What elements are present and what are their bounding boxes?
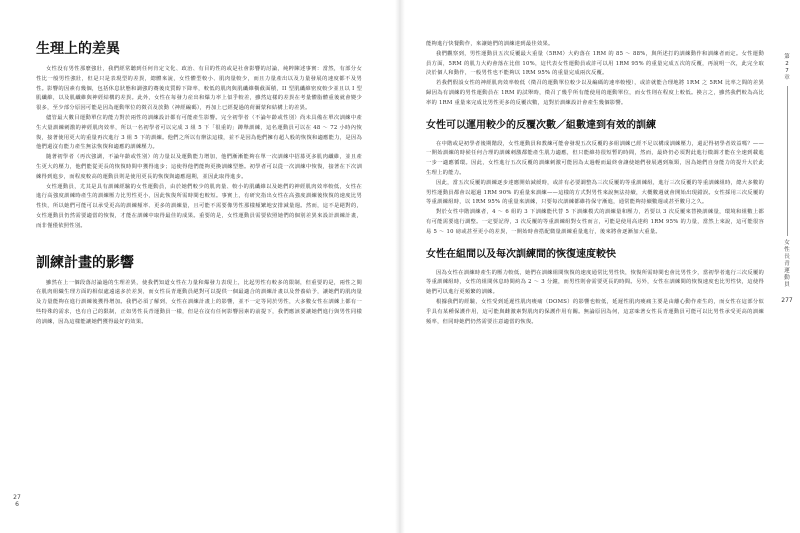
body-paragraph: 在中階或是初學者後期階段，女性運動員和教練可能會發現五次反覆的多組訓練已經不足以構成訓練壓力，還記得初學者效益嗎？——一開始訓練的時候任何合理的訓練刺激都能產生肌力適應，但只能維持很短暫的時間，然而，最終仍必須對此進行微調才能在全速到載進一步一適應循環。因此，女性進行五次反覆的訓練刺激可能因為太過輕而最終會讓使她們發展遇到瓶頸，因為她們自身能力的提升大於此生理上的能力。	[426, 140, 764, 176]
body-paragraph: 女性運動員，尤其是具有訓練經驗的女性運動員，由於她們較少的肌肉量、較小的肌纖維以及她們的神經肌肉效率較低，女性在進行高強度訓練時產生的訓練壓力比男性更小，因此恢復所需時間也較短。事實上，有研究指出女性在高強度訓練後恢復的速度比男性快，所以她們可能可以承受更高的訓練頻率、更多的訓練量，且可能不需要像男性那樣頻繁地安排減量週。然而，這不是絕對的，女性運動員仍然需要適當的恢復，才能在訓練中取得最佳的成果。重要的是，女性運動員需要依照她們的個別差異來設計訓練計畫，而非僅僅依照性別。	[36, 183, 362, 229]
body-paragraph: 儘管最大數目運動單位的能力對於兩性的訓練設計都有可能產生影響。完全初學者（不論年齡或性別）尚未具備在單次訓練中產生大量訓練刺激的神經肌肉效率，所以一名初學者可以完成 3 組 5 下「很重的」蹲舉訓練，這名運動員可以在 48 ～ 72 小時內恢復，接著使用更大的重量再次進行 3 組 5 下的訓練。他們之所以有辦法這樣，並不是因為他們擁有超人般的恢復和適應能力，是因為他們還沒有能力產生無法恢復和適應的訓練壓力。	[36, 114, 362, 151]
body-paragraph: 隨著初學者（再次強調，不論年齡或性別）的力量以及運動能力增加，他們漸漸能夠在單一次訓練中招募更多肌肉纖維，並且產生更大的壓力，他們能從更長的恢復時間中獲得進步；這使得他們能夠更換訓練型態。初學者可以從一次訓練中恢復，接著在下次訓練得到進步，而程度較高的運動員則是使用更長的恢復與適應週期，並因此取得進步。	[36, 154, 362, 180]
chapter-title: 女 性 長 青 運 動 員	[784, 240, 790, 288]
chapter-side-tab	[780, 54, 794, 304]
body-paragraph: 女性没有男性那麼強壯，我們經常聽到任何肯定文化、政治、有目的性的或是社會影響的討論，純粹陳述事實：當然，有部分女性比一般男性強壯，但是只是表現型的差異，總體來說，女性體型較小、肌肉量較少，而且力量產出以及力量發展的速度都不及男性。影響的因素有幾個，包括休息狀態和調強的賽後皮質醇下降率，較低的肌肉與肌纖維橫截面積，II 型肌纖維密度較少並且以 I 型肌纖維，以及肌纖維與神經結構的差異。此外，女性在每發力産出和爆力率上似乎較差，雖然這樣的差異在考量體脂體重後就會變少很多，至少部分原因可能是因為運動單位的徵召及放動（神經編碼），再加上已經提過的荷爾蒙和結構上的差異。	[36, 66, 362, 112]
right-page	[408, 0, 800, 533]
page-number-right: 277	[781, 297, 793, 304]
body-paragraph: 雖然在上一個段落討論過的生理差異，使我們知道女性在力量和爆發力表現上，比起男性有較多的限制，但重要的是，兩性之間在肌肉組織生理方面的相似處遠遠多於差異，而女性長青運動員絕對可以提供一個最適合的訓練計畫以及營養給予，讓她們的肌肉量及力量能夠在進行訓練後獲得增加。我們必須了解到，女性在訓練計畫上的影響，並不一定等同於男性，大多數女性在訓練上都有一些特殊的需求，也有自己的限制，正如男性長青運動員一樣，但是在沒有任何影響因素的前提下，我們應該要讓她們進行與男性同樣的訓練，因為這樣能讓她們獲得最好的效果。	[36, 279, 362, 325]
section-title-fewer-reps-sets: 女性可以運用較少的反覆次數／組數達到有效的訓練	[426, 119, 656, 131]
section-title-physiological-differences: 生理上的差異	[36, 41, 120, 57]
body-paragraph: 對於女性中階訓練者，4 ～ 6 組的 3 下訓練能代替 5 下訓練模式的訓練量和壓力，若要以 3 次反覆來替換訓練量，環境和組數上都有可能需要進行調整。一定要記得，3 次反覆的等重訓練組對女性而言，可能是使用高達約 1RM 95% 的力量，當然上來說，這可能很容易 5 ～ 10 磅或甚至更小的差異，一開始時會搭配微量訓練重量進行，後來將會逐漸加大重量。	[426, 209, 764, 235]
body-paragraph: 能夠進行快餐動作，來讓她們的訓練達到最佳效果。	[426, 41, 554, 47]
page-number-left: 276	[13, 494, 21, 508]
body-paragraph: 若我們假設女性的神經肌肉效率較低（徵召的運動單位較少以及編碼的速率較慢），或許就能合理地將 1RM 之 5RM 比率之間的差異歸因為有訓練的男性運動員在 1RM 的試舉時，徵召了幾乎所有能使用的運動單位，而女性則在程度上較低。換言之，雖然我們較為高比率的 1RM 重量來完成比男性更多的反覆次數，這對於訓練設計會產生幾個影響。	[426, 80, 764, 106]
left-page	[0, 0, 392, 533]
right-column	[426, 40, 764, 327]
book-gutter	[395, 0, 405, 533]
left-column	[36, 40, 362, 328]
chapter-label: 第 2 7 章	[784, 54, 790, 81]
chapter-side-rule	[787, 86, 788, 236]
body-paragraph: 根據我們的經驗，女性受到延遲性肌肉痠痛（DOMS）的影響也較低，延遲性肌肉痠痛主要是由離心動作產生的，而女性在這部分似乎具有某種保護作用，這可能與雌激素對肌肉的保護作用有關。無論原因為何，這意味著女性長青運動員可能可以比男性承受更高的訓練頻率，但同時她們仍然需要注意適當的恢復。	[426, 298, 764, 325]
section-title-program-impact: 訓練計畫的影響	[36, 254, 134, 271]
body-paragraph: 因為女性在訓練時產生的壓力較低，她們在訓練組間恢復的速度通常比男性快，恢復所需時間也會比男性少，當初學者進行三次反覆的等重訓練組時，女性的組間休息時間約為 2 ～ 3 分鐘，而男性則會需要更長的時間。另外，女性在訓練間的恢復速度也比男性快，這使得她們可以進行更頻繁的訓練。	[426, 269, 764, 296]
body-paragraph: 我們觀察到，男性運動員五次反覆最大重量（5RM）大約落在 1RM 的 85 ～ 88%，與所述打的訓練動作和訓練者而定。女性運動員方面，5RM 的肌力大約會落在比值 10%，這代表女性運動員或許可以用 1RM 95% 的重量完成五次的反覆，再說明一次，此完全取決於個人和動作，一般男性也不能夠以 1RM 95% 的重量完成兩次反覆。	[426, 50, 764, 77]
section-title-faster-recovery: 女性在組間以及每次訓練間的恢復速度較快	[426, 248, 616, 260]
body-paragraph: 因此，當五次反覆的訓練逐步達應開始減緩時，或許有必要調整為三次反覆的等重訓練組，進行三次反覆的等重訓練組時，總大多數的男性運動員都會以超過 1RM 90% 的重量來訓練——這樣的方式對男性來說無法持續，大概數週就會開始出現錯誤。女性採用三次反覆的等重訓練組時，以 1RM 95% 的重量來訓練，只要每次訓練都維持保守漸進，通常能夠持續數週或甚至數月之久。	[426, 179, 764, 206]
